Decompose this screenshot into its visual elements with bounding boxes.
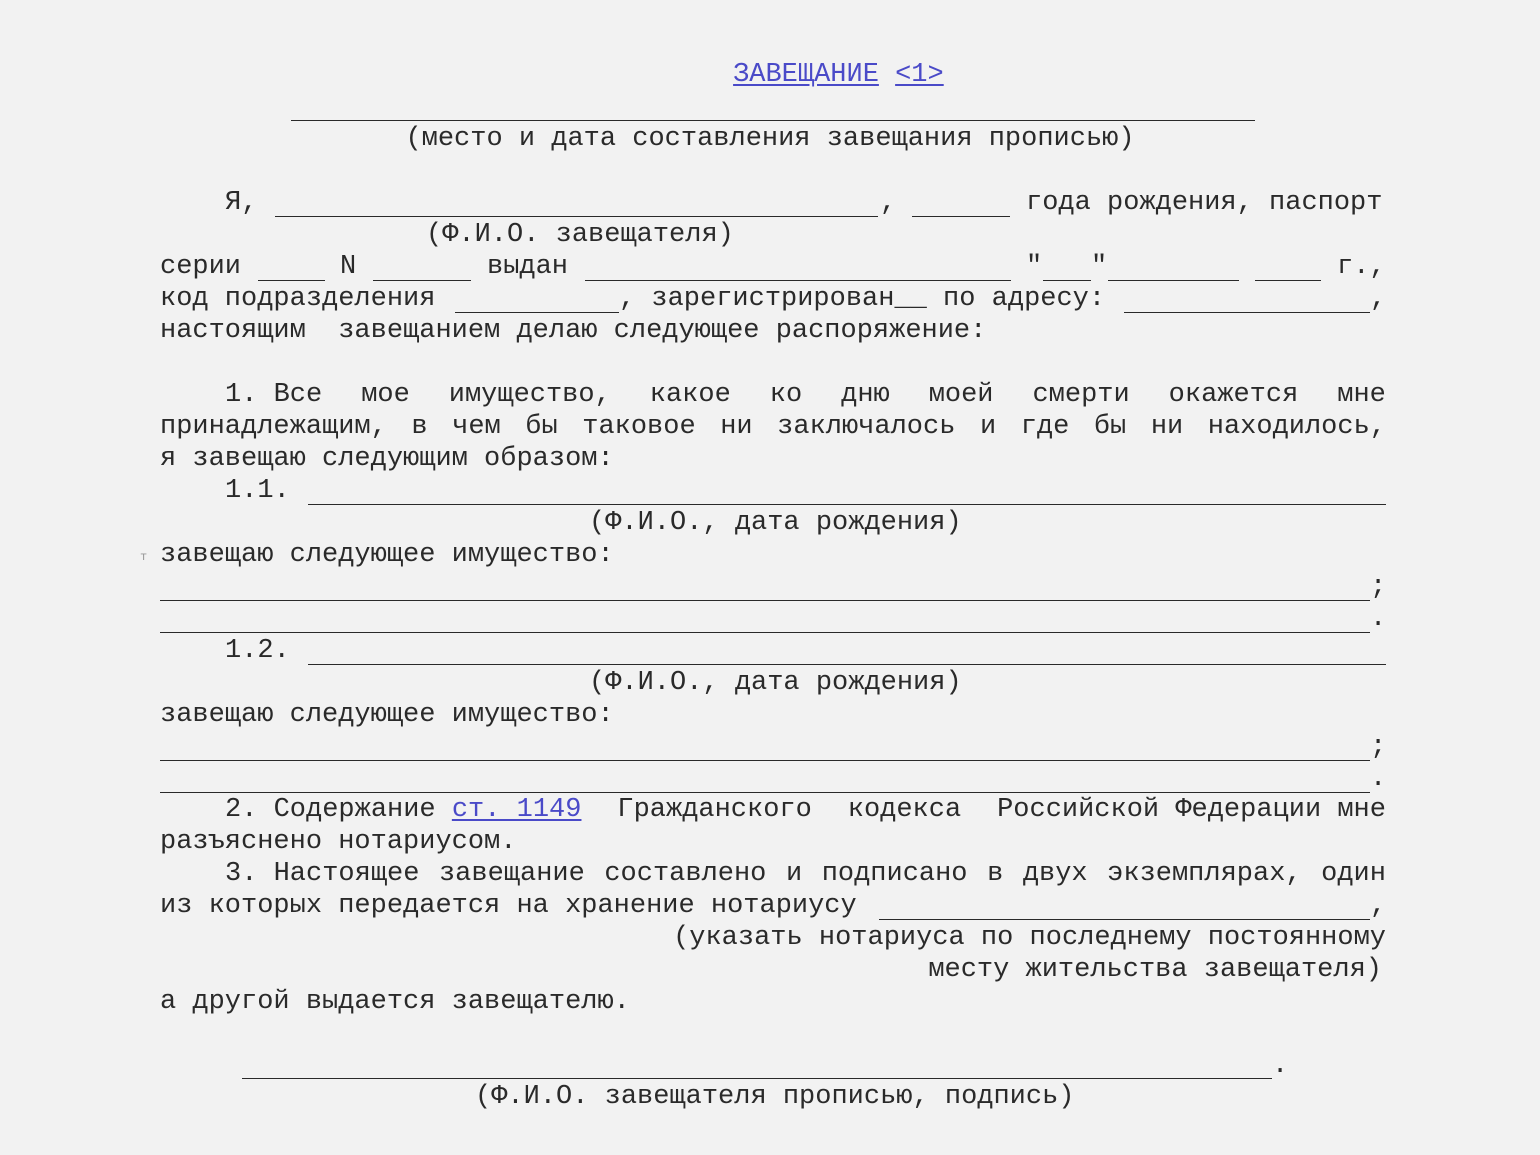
signature-line xyxy=(242,1078,1272,1079)
property1-semicolon: ; xyxy=(1370,572,1387,602)
word: дню xyxy=(841,380,890,410)
testator-name-line xyxy=(275,216,878,217)
year-suffix: г., xyxy=(1337,252,1386,282)
word: находилось, xyxy=(1207,412,1386,442)
month-line xyxy=(1108,280,1239,281)
series-label: серии xyxy=(160,252,242,282)
issued-label: выдан xyxy=(487,252,569,282)
word: подписано xyxy=(821,859,968,889)
word: завещание xyxy=(438,859,585,889)
word: где xyxy=(1020,412,1070,442)
notary-comma: , xyxy=(1370,891,1387,921)
word: Гражданского xyxy=(617,795,812,825)
article-1149-link[interactable]: ст. 1149 xyxy=(451,795,582,825)
word: экземплярах, xyxy=(1107,859,1302,889)
signature-period: . xyxy=(1272,1051,1289,1081)
notary-line xyxy=(879,919,1370,920)
heir2-caption: (Ф.И.О., дата рождения) xyxy=(589,668,962,698)
notary-caption-2: месту жительства завещателя) xyxy=(928,955,1382,985)
heir2-bequeath-text: завещаю следующее имущество: xyxy=(160,700,614,730)
property2-line-b xyxy=(160,792,1370,793)
word: таковое xyxy=(582,412,696,442)
margin-mark: т xyxy=(140,550,148,564)
word: ни xyxy=(720,412,753,442)
word: мне xyxy=(1337,380,1386,410)
word: ни xyxy=(1150,412,1184,442)
word: один xyxy=(1321,859,1386,889)
title-link[interactable]: ЗАВЕЩАНИЕ xyxy=(733,60,879,90)
clause1-line2 xyxy=(160,411,1386,443)
word: моей xyxy=(928,380,994,410)
clause3-final-line: а другой выдается завещателю. xyxy=(160,987,630,1017)
word: в xyxy=(987,859,1004,889)
property1-line-a xyxy=(160,600,1370,601)
word: кодекса xyxy=(847,795,962,825)
word: окажется xyxy=(1168,380,1299,410)
order-line: настоящим завещанием делаю следующее распоряжение: xyxy=(160,316,987,346)
clause2-line2: разъяснено нотариусом. xyxy=(160,827,517,857)
signature-caption: (Ф.И.О. завещателя прописью, подпись) xyxy=(475,1082,1075,1112)
word: какое xyxy=(649,380,731,410)
address-comma: , xyxy=(1370,284,1387,314)
division-code-line xyxy=(455,312,619,313)
intro-ya: Я, xyxy=(225,188,258,218)
day-line xyxy=(1043,280,1091,281)
birth-year-line xyxy=(912,216,1010,217)
word: принадлежащим, xyxy=(160,412,387,442)
footnote-ref-link[interactable]: <1> xyxy=(895,60,944,90)
word: бы xyxy=(1093,412,1127,442)
passport-number-line xyxy=(373,280,471,281)
clause2-prefix: 2. Содержание xyxy=(225,795,436,825)
year-line xyxy=(1255,280,1321,281)
heir1-bequeath-text: завещаю следующее имущество: xyxy=(160,540,614,570)
clause1-line1 xyxy=(225,379,1386,411)
word: 3. Настоящее xyxy=(225,859,420,889)
word: заключалось xyxy=(777,412,956,442)
quote-open: " xyxy=(1026,252,1043,282)
series-line xyxy=(258,280,325,281)
property2-period: . xyxy=(1370,764,1387,794)
address-line xyxy=(1124,312,1370,313)
quote-close: " xyxy=(1091,252,1108,282)
issued-by-line xyxy=(585,280,1011,281)
word: бы xyxy=(525,412,558,442)
intro-comma: , xyxy=(880,188,897,218)
clause1-line3: я завещаю следующим образом: xyxy=(160,444,614,474)
word: смерти xyxy=(1032,380,1130,410)
property2-semicolon: ; xyxy=(1370,732,1387,762)
word: имущество, xyxy=(448,380,611,410)
word: двух xyxy=(1022,859,1088,889)
word: мое xyxy=(361,380,410,410)
property2-line-a xyxy=(160,760,1370,761)
birth-passport-text: года рождения, паспорт xyxy=(1026,188,1383,218)
word: чем xyxy=(452,412,501,442)
property1-line-b xyxy=(160,632,1370,633)
document-title xyxy=(36,27,1540,123)
clause3-line2: из которых передается на хранение нотариусу xyxy=(160,891,857,921)
clause2-line1 xyxy=(225,794,1386,826)
word: 1. Все xyxy=(225,380,323,410)
word: Российской Федерации мне xyxy=(997,795,1386,825)
division-code-label: код подразделения xyxy=(160,284,436,314)
word: в xyxy=(411,412,428,442)
word: и xyxy=(979,412,997,442)
sub2-label: 1.2. xyxy=(225,636,290,666)
notary-caption-1: (указать нотариуса по последнему постоянному xyxy=(673,923,1386,953)
word: составлено xyxy=(604,859,767,889)
sub1-label: 1.1. xyxy=(225,476,290,506)
heir2-line xyxy=(308,664,1386,665)
testator-fio-caption: (Ф.И.О. завещателя) xyxy=(426,220,734,250)
heir1-line xyxy=(308,504,1386,505)
heir1-caption: (Ф.И.О., дата рождения) xyxy=(589,508,962,538)
clause2-prefix-group xyxy=(225,794,581,826)
property1-period: . xyxy=(1370,604,1387,634)
place-date-line xyxy=(291,120,1255,121)
number-sign: N xyxy=(340,252,357,282)
word: ко xyxy=(769,380,803,410)
word: и xyxy=(785,859,803,889)
clause3-line1 xyxy=(225,858,1386,890)
registered-at-label: , зарегистрирован__ по адресу: xyxy=(619,284,1106,314)
place-date-caption: (место и дата составления завещания прописью) xyxy=(405,124,1135,154)
